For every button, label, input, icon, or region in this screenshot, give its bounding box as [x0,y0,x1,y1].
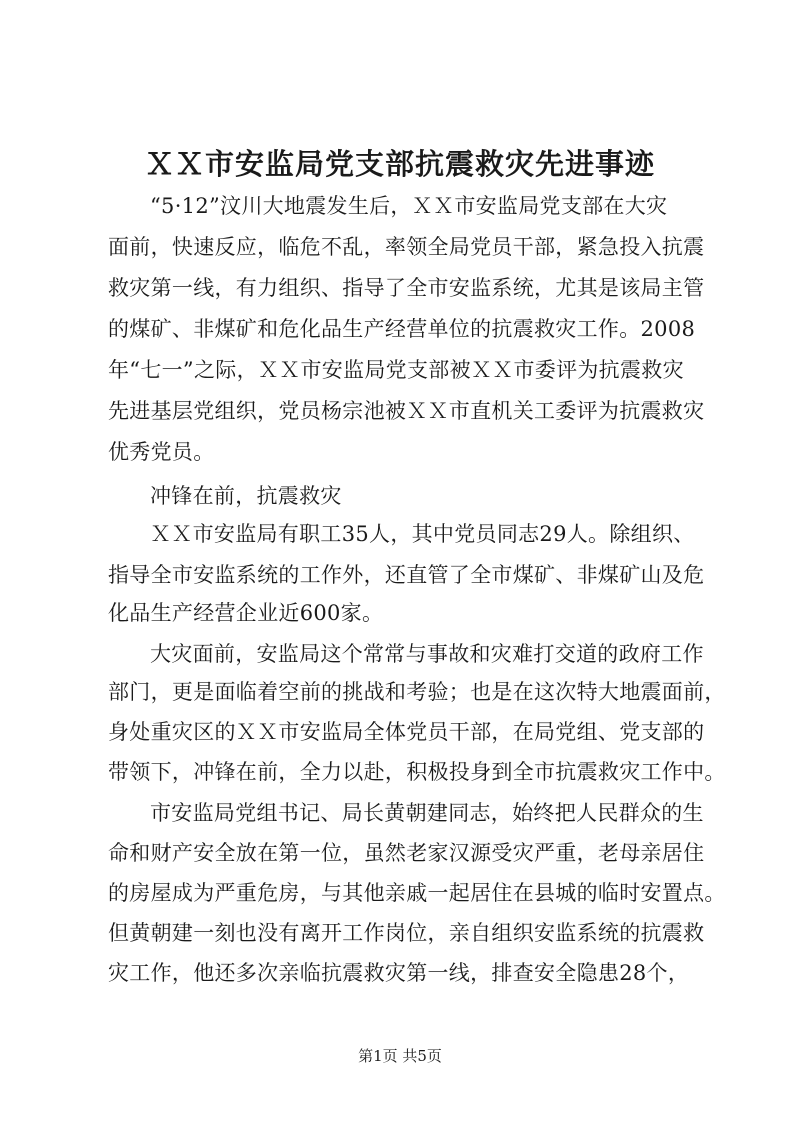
paragraph-line: 灾工作，他还多次亲临抗震救灾第一线，排查安全隐患28个， [108,961,690,985]
paragraph-line: “5·12”汶川大地震发生后，ＸＸ市安监局党支部在大灾 [150,194,668,218]
paragraph-line: 优秀党员。 [108,440,215,464]
paragraph-line: 带领下，冲锋在前，全力以赴，积极投身到全市抗震救灾工作中。 [108,760,726,784]
paragraph-line: 部门，更是面临着空前的挑战和考验；也是在这次特大地震面前， [108,680,726,704]
paragraph-line: 化品生产经营企业近600家。 [108,601,384,625]
paragraph-line: 面前，快速反应，临危不乱，率领全局党员干部，紧急投入抗震 [108,235,705,259]
paragraph-line: 市安监局党组书记、局长黄朝建同志，始终把人民群众的生 [150,801,704,825]
section-heading: 冲锋在前，抗震救灾 [150,484,342,508]
paragraph-line: 的煤矿、非煤矿和危化品生产经营单位的抗震救灾工作。2008 [108,317,696,341]
paragraph-line: 先进基层党组织，党员杨宗池被ＸＸ市直机关工委评为抗震救灾 [108,399,705,423]
page-number-footer: 第1页 共5页 [358,1047,442,1065]
paragraph-line: 身处重灾区的ＸＸ市安监局全体党员干部，在局党组、党支部的 [108,720,705,744]
document-title: ＸＸ市安监局党支部抗震救灾先进事迹 [144,147,655,181]
paragraph-line: 大灾面前，安监局这个常常与事故和灾难打交道的政府工作 [150,642,704,666]
paragraph-line: 但黄朝建一刻也没有离开工作岗位，亲自组织安监系统的抗震救 [108,921,705,945]
paragraph-line: 的房屋成为严重危房，与其他亲戚一起居住在县城的临时安置点。 [108,881,726,905]
paragraph-line: ＸＸ市安监局有职工35人，其中党员同志29人。除组织、 [150,522,695,546]
paragraph-line: 年“七一”之际，ＸＸ市安监局党支部被ＸＸ市委评为抗震救灾 [108,358,684,382]
paragraph-line: 救灾第一线，有力组织、指导了全市安监系统，尤其是该局主管 [108,276,705,300]
paragraph-line: 命和财产安全放在第一位，虽然老家汉源受灾严重，老母亲居住 [108,841,705,865]
paragraph-line: 指导全市安监系统的工作外，还直管了全市煤矿、非煤矿山及危 [108,563,705,587]
